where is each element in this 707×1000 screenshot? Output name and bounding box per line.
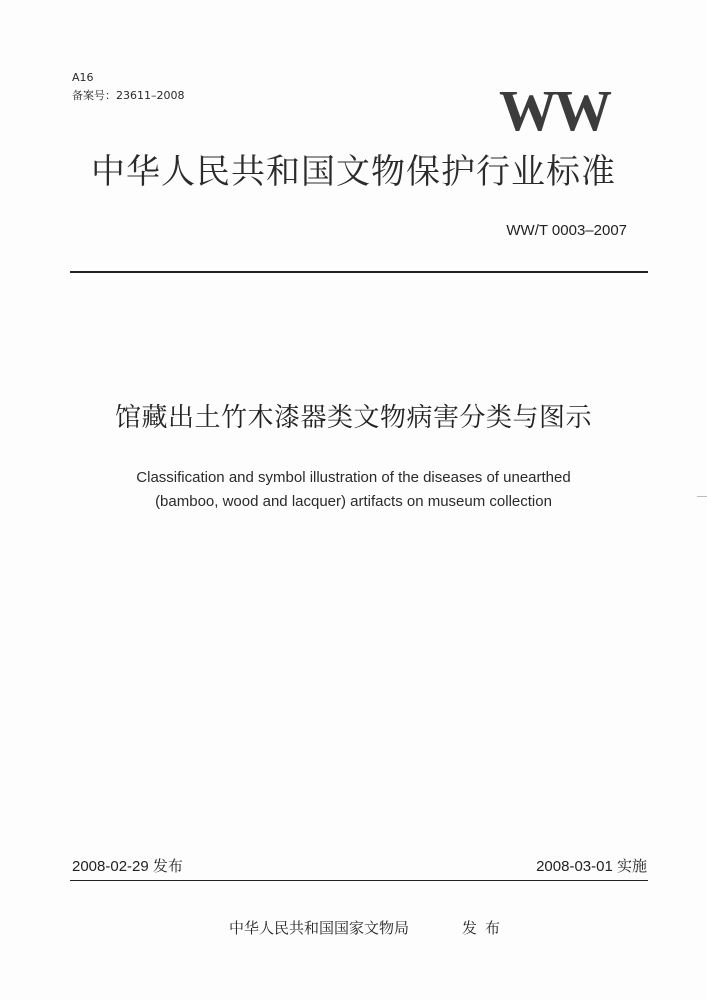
english-title [0,466,707,514]
issuing-authority: 中华人民共和国国家文物局 [229,919,410,937]
header-divider [70,271,648,273]
footer-divider [70,880,648,881]
issue-label: 发布 [462,919,509,937]
page-edge-mark [697,496,707,497]
ww-logo: WW [499,78,609,143]
english-title-line-1: Classification and symbol illustration of the diseases of unearthed [136,469,571,486]
english-title-line-2: (bamboo, wood and lacquer) artifacts on museum collection [155,493,552,510]
issue-date: 2008-02-29 发布 [72,858,183,875]
standard-number: WW/T 0003–2007 [506,222,627,239]
industry-standard-title: 中华人民共和国文物保护行业标准 [91,152,616,192]
classification-code: A16 [72,71,94,84]
implementation-date: 2008-03-01 实施 [536,858,647,875]
chinese-title: 馆藏出土竹木漆器类文物病害分类与图示 [114,403,592,433]
record-number: 备案号：23611–2008 [72,89,185,102]
